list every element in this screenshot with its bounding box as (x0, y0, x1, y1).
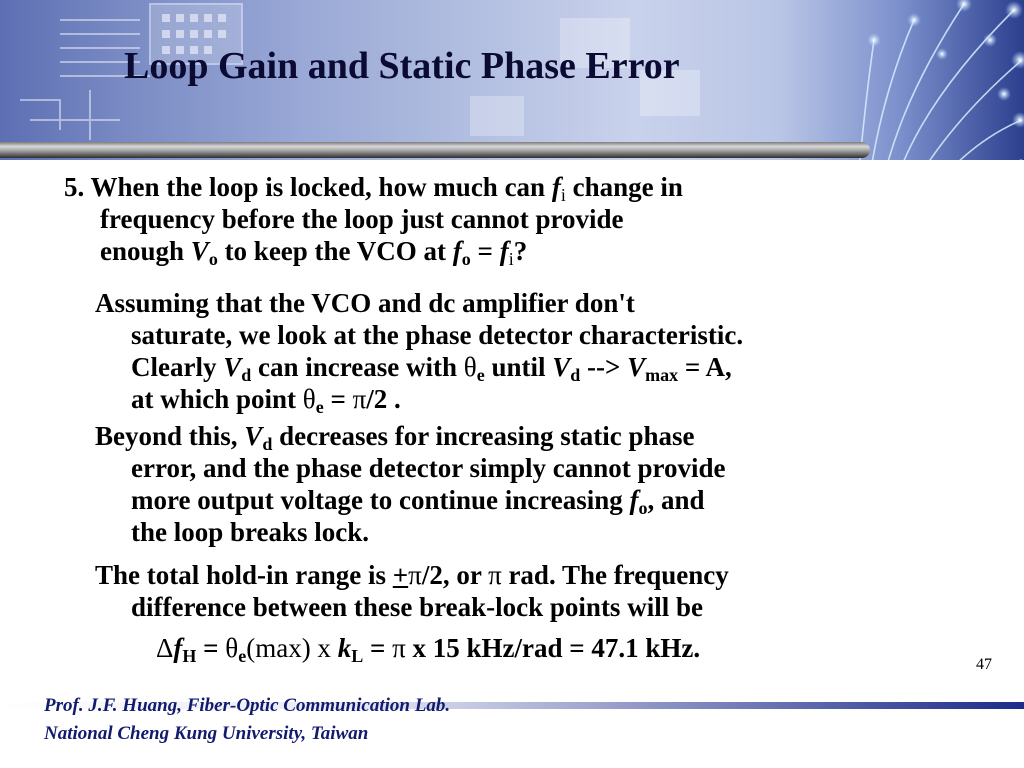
text-line: at which point $\theta_e = \pi/2$ . (131, 384, 401, 417)
text-line: error, and the phase detector simply cannot provide (131, 453, 726, 483)
assumption-paragraph (95, 287, 743, 415)
text-line: Assuming that the VCO and dc amplifier don't (95, 288, 635, 318)
question-paragraph (64, 171, 683, 267)
slide-title: Loop Gain and Static Phase Error (124, 45, 680, 87)
hold-in-range-paragraph (95, 559, 729, 623)
text-line: The total hold-in range is +π/2, or π rad. The frequency (95, 560, 729, 590)
text-line: difference between these break-lock points will be (131, 592, 703, 622)
text-line: Clearly $V_d$ can increase with $\theta_e$ until $V_d$ --> $V_{max} = A$, (131, 352, 732, 385)
footer-credit (44, 692, 450, 748)
footer-author: Prof. J.F. Huang, Fiber-Optic Communication Lab. (44, 695, 451, 716)
slide-number: 47 (976, 656, 992, 673)
text-line: enough $V_o$ to keep the VCO at $f_o = f_i$? (100, 236, 528, 269)
text-line: 5. When the loop is locked, how much can $f_i$ change in (64, 172, 683, 205)
hold-in-formula (156, 632, 700, 664)
text-line: Beyond this, $V_d$ decreases for increasing static phase (95, 421, 695, 454)
beyond-paragraph (95, 420, 726, 548)
text-line: frequency before the loop just cannot provide (100, 204, 624, 234)
text-line: saturate, we look at the phase detector characteristic. (131, 320, 744, 350)
formula-line: $\Delta f_H = \theta_e(\max)$ x $k_L = \pi$ x 15 kHz/rad = 47.1 kHz. (156, 633, 701, 666)
footer-institution: National Cheng Kung University, Taiwan (44, 723, 369, 744)
text-line: the loop breaks lock. (131, 517, 370, 547)
text-line: more output voltage to continue increasing $f_o$, and (131, 485, 705, 518)
